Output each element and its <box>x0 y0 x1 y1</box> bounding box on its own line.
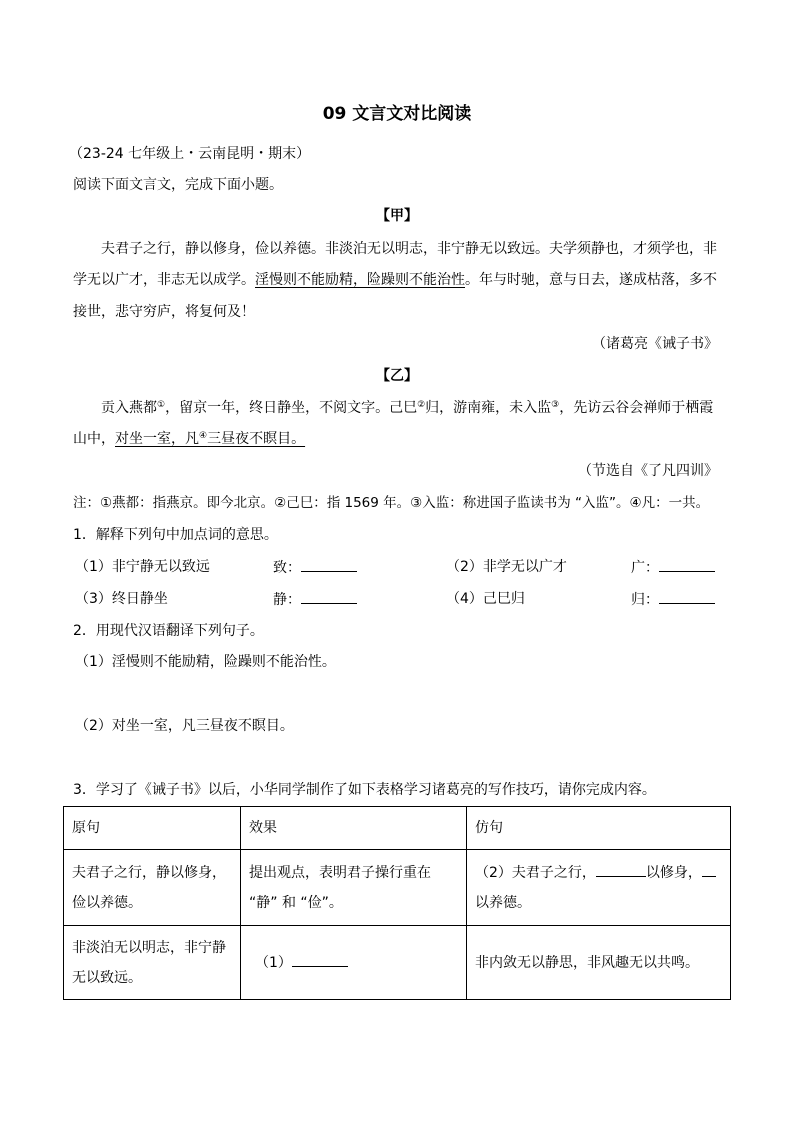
table-header-original: 原句 <box>64 807 241 850</box>
answer-blank[interactable] <box>301 557 357 572</box>
q3-stem: 3．学习了《诫子书》以后，小华同学制作了如下表格学习诸葛亮的写作技巧，请你完成内容。 <box>73 782 656 798</box>
q2-sentence-1: （1）淫慢则不能励精，险躁则不能治性。 <box>75 654 336 670</box>
q1-item-2-word: 广： <box>631 560 659 576</box>
q1-item-4-word: 归： <box>631 592 659 608</box>
footnote-mark: ③ <box>551 400 560 410</box>
row-2-effect <box>241 926 467 1000</box>
answer-blank[interactable] <box>702 862 716 877</box>
footnote-mark: ② <box>417 400 426 410</box>
table-header-row <box>64 807 731 850</box>
answer-blank[interactable] <box>659 589 715 604</box>
passage-b-text: ，留京一年，终日静坐，不阅文字。己巳 <box>165 400 418 416</box>
technique-table <box>63 806 731 1000</box>
passage-a-underlined-sentence: 淫慢则不能励精，险躁则不能治性 <box>255 272 465 288</box>
q1-item-1-word: 致： <box>273 560 301 576</box>
q2-stem: 2．用现代汉语翻译下列句子。 <box>73 623 264 639</box>
passage-a-label: 【甲】 <box>376 208 418 224</box>
footnote-mark: ④ <box>199 431 208 441</box>
passage-a-line-3: 接世，悲守穷庐，将复何及！ <box>73 304 255 320</box>
notes: 注：①燕都：指燕京。即今北京。②己巳：指 1569 年。③入监：称进国子监读书为 “入监”。④凡：一共。 <box>73 495 710 511</box>
passage-a-line-2-post: 。年与时驰，意与日去，遂成枯落，多不 <box>465 272 717 288</box>
passage-b-text: ，先访云谷会禅师于栖霞 <box>559 400 714 416</box>
page-title: 09 文言文对比阅读 <box>322 104 472 124</box>
q1-item-3: （3）终日静坐 <box>75 591 168 607</box>
q1-item-4-answer <box>631 589 715 610</box>
passage-b-line-2 <box>73 429 305 449</box>
passage-b-text: 山中， <box>73 431 115 447</box>
answer-blank[interactable] <box>292 952 348 967</box>
passage-a-attribution: （诸葛亮《诫子书》 <box>592 336 718 352</box>
row-1-effect: 提出观点，表明君子操行重在 “静” 和 “俭”。 <box>241 850 467 926</box>
passage-b-text: 三昼夜不瞑目。 <box>207 431 306 447</box>
q1-stem: 1．解释下列句中加点词的意思。 <box>73 527 278 543</box>
q1-item-1: （1）非宁静无以致远 <box>75 559 210 575</box>
q1-item-4: （4）己巳归 <box>446 591 525 607</box>
table-header-imitation: 仿句 <box>467 807 731 850</box>
table-row <box>64 926 731 1000</box>
table-row <box>64 850 731 926</box>
passage-b-underlined-sentence <box>115 431 305 447</box>
answer-blank[interactable] <box>301 589 357 604</box>
passage-a-line-1: 夫君子之行，静以修身，俭以养德。非淡泊无以明志，非宁静无以致远。夫学须静也，才须学也，非 <box>101 241 717 257</box>
passage-b-label: 【乙】 <box>376 368 418 384</box>
instruction: 阅读下面文言文，完成下面小题。 <box>73 177 283 193</box>
passage-a-line-2-pre: 学无以广才，非志无以成学。 <box>73 272 255 288</box>
row-1-original: 夫君子之行，静以修身，俭以养德。 <box>64 850 241 926</box>
passage-b-text: 归，游南雍，未入监 <box>425 400 552 416</box>
row-2-effect-label: （1） <box>255 954 292 971</box>
q1-item-2: （2）非学无以广才 <box>446 559 567 575</box>
row-1-imitation-text: （2）夫君子之行， <box>475 864 596 881</box>
passage-b-line-1 <box>101 398 713 418</box>
row-1-imitation-text: 以修身， <box>645 864 702 881</box>
source-tag: （23-24 七年级上・云南昆明・期末） <box>69 146 311 162</box>
row-1-imitation <box>467 850 731 926</box>
answer-blank[interactable] <box>596 862 646 877</box>
row-2-original: 非淡泊无以明志，非宁静无以致远。 <box>64 926 241 1000</box>
passage-b-text: 贡入燕都 <box>101 400 157 416</box>
passage-a-line-2 <box>73 270 717 290</box>
q2-sentence-2: （2）对坐一室，凡三昼夜不瞑目。 <box>75 718 294 734</box>
row-1-imitation-text: 以养德。 <box>475 894 531 911</box>
row-2-imitation: 非内敛无以静思，非风趣无以共鸣。 <box>467 926 731 1000</box>
passage-b-text: 对坐一室，凡 <box>115 431 199 447</box>
q1-item-3-answer <box>273 589 357 610</box>
q1-item-3-word: 静： <box>273 592 301 608</box>
q1-item-1-answer <box>273 557 357 578</box>
passage-b-attribution: （节选自《了凡四训》 <box>578 463 718 479</box>
q1-item-2-answer <box>631 557 715 578</box>
table-header-effect: 效果 <box>241 807 467 850</box>
footnote-mark: ① <box>157 400 166 410</box>
answer-blank[interactable] <box>659 557 715 572</box>
